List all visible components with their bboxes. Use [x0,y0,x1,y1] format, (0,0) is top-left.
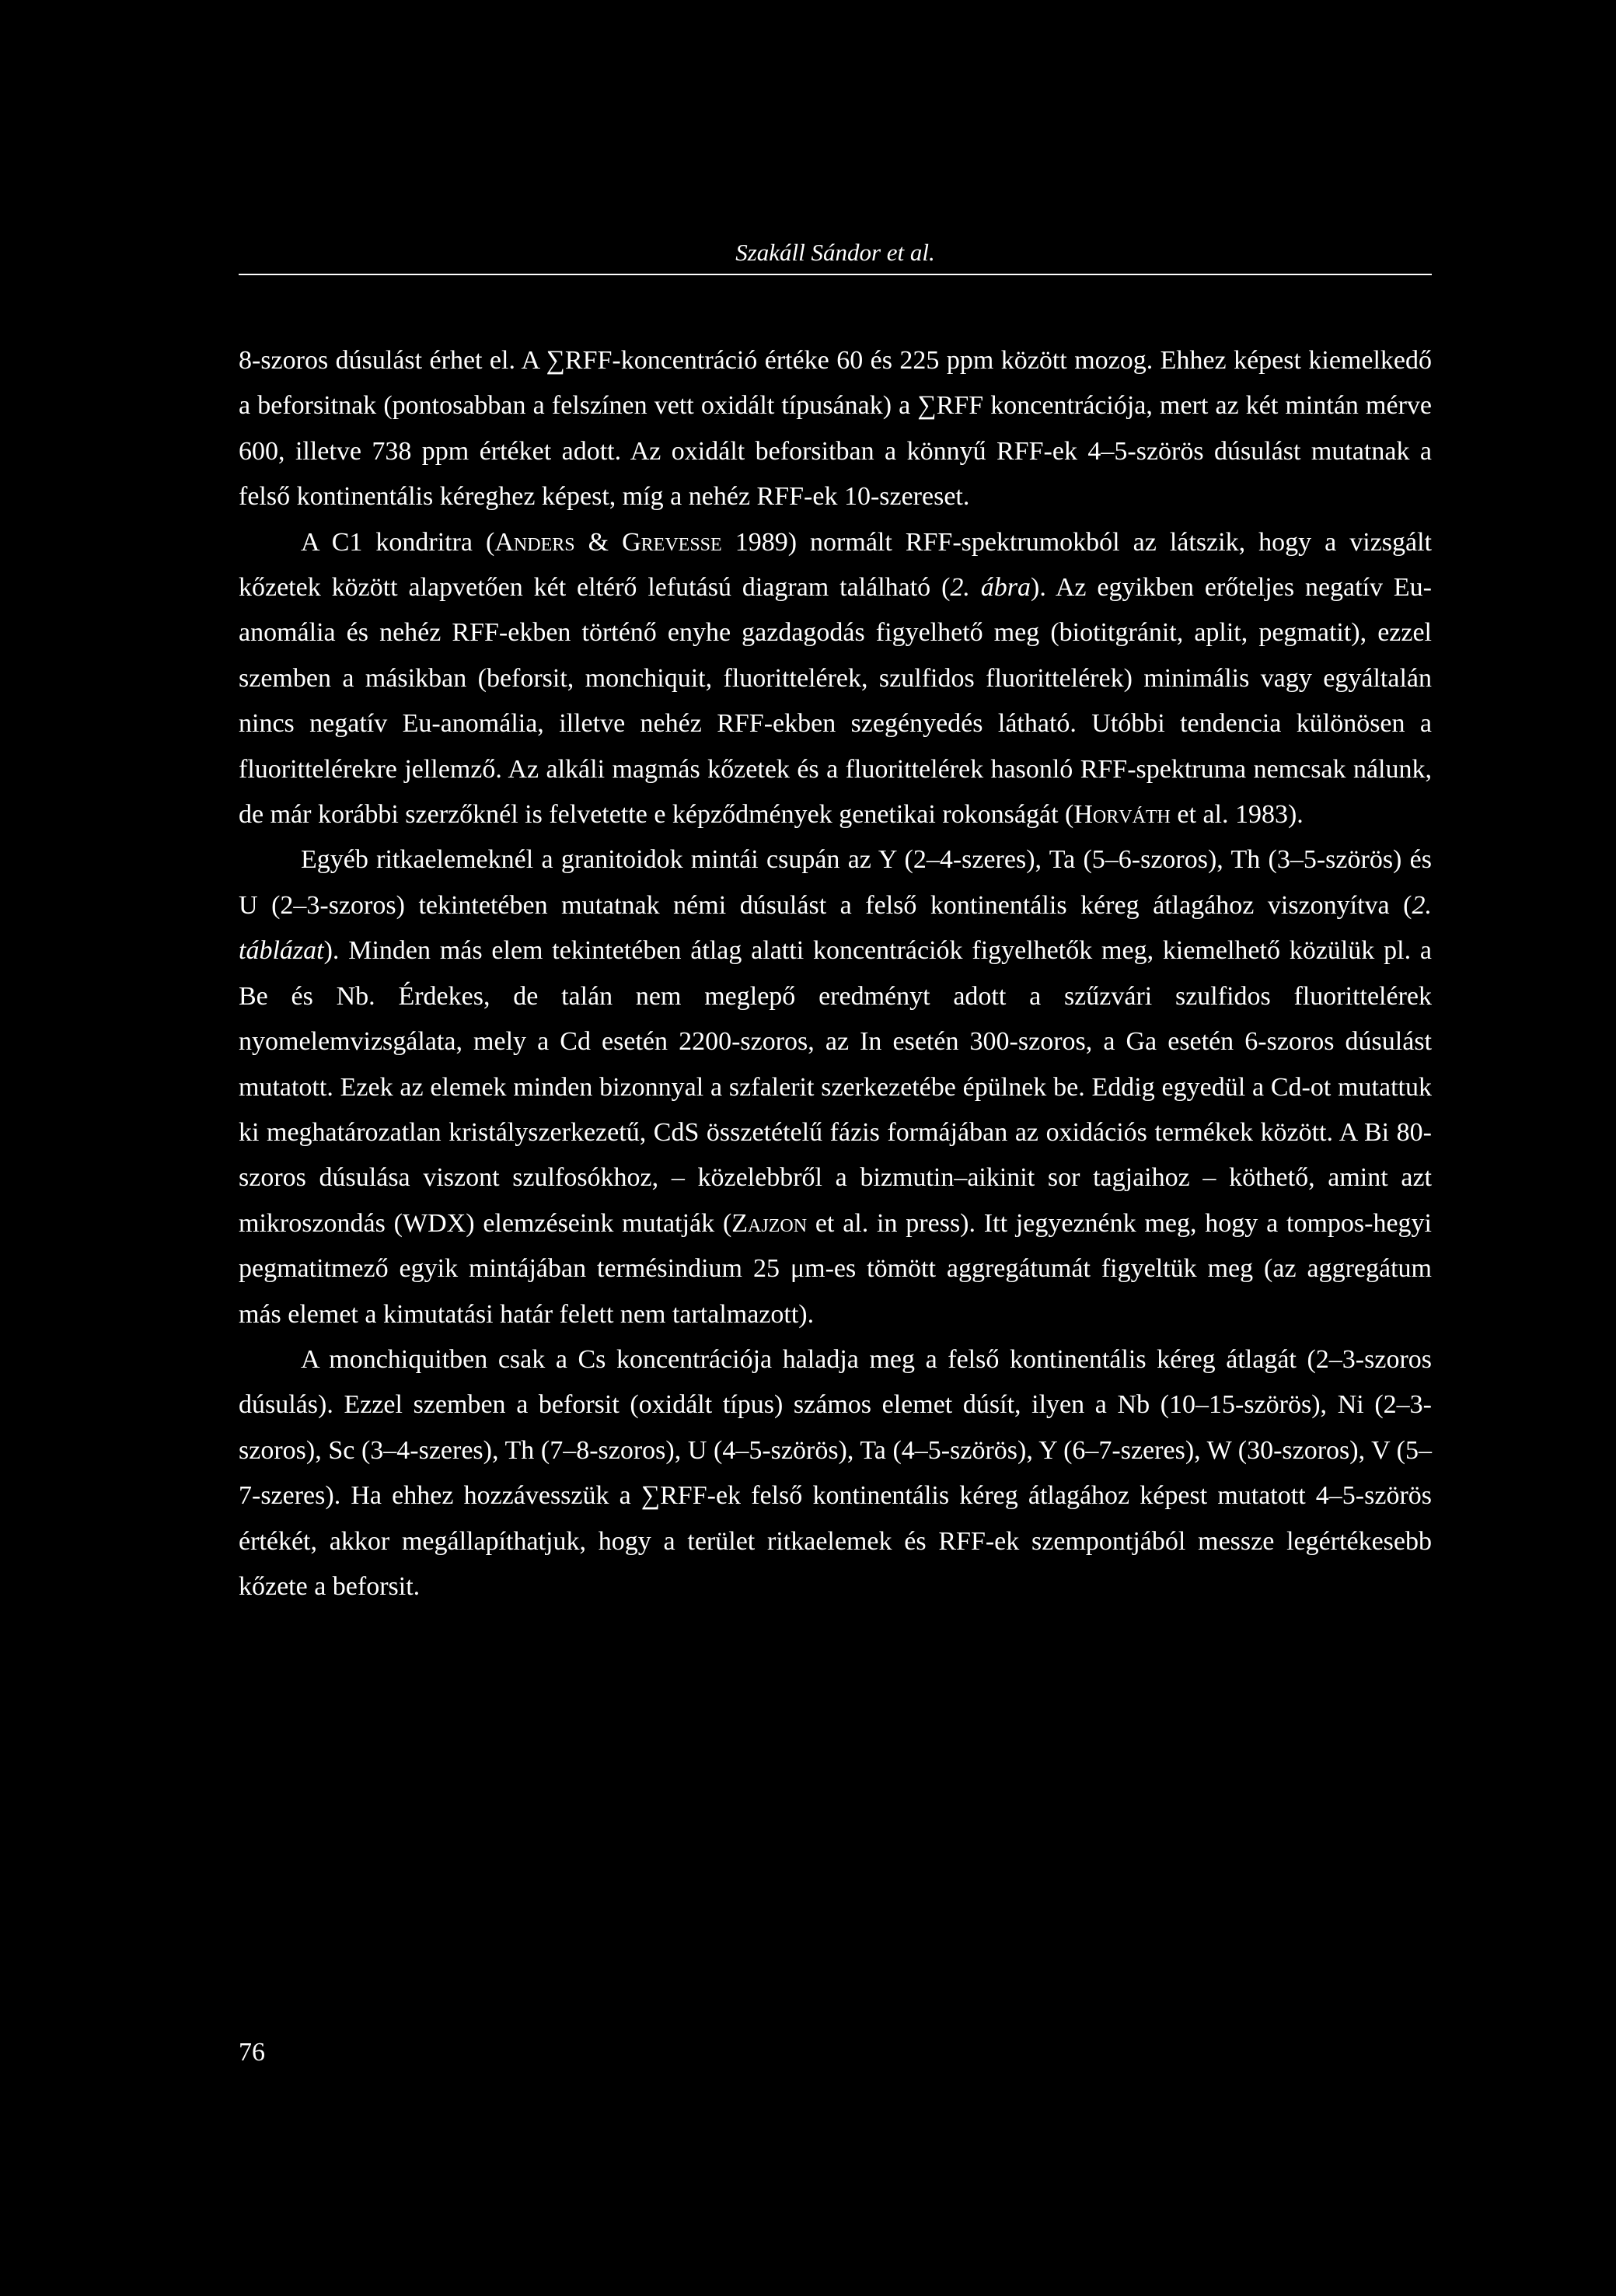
text-run: 1989) normált RFF-spektrumokból az látszik, hogy a vizsgált kőzetek között alapvetően két eltérő lefutású diagram található ( [239,527,1433,603]
text-run: et al. in press). Itt jegyeznénk meg, hogy a tompos-hegyi pegmatitmező egyik mintájában termésindium 25 μm-es tömött aggregátumát figyeltük meg (az aggregátum más elemet a kimutatási határ felett nem tartalmazott). [239,1208,1432,1329]
author-citation: Horváth [1073,800,1171,830]
author-citation: Grevesse [622,527,722,557]
author-citation: Zajzon [731,1208,808,1238]
text-run: ). Minden más elem tekintetében átlag alatti koncentrációk figyelhetők meg, kiemelhető közülük pl. a Be és Nb. Érdekes, de talán nem meglepő eredményt adott a szűzvári szulfidos fluorittelérek nyomelemvizsgálata, mely a Cd esetén 2200-szoros, az In esetén 300-szoros, a Ga esetén 6-szoros dúsulást mutatott. Ezek az elemek minden bizonnyal a szfalerit szerkezetébe épülnek be. Eddig egyedül a Cd-ot mutattuk ki meghatározatlan kristályszerkezetű, CdS összetételű fázis formájában az oxidációs termékek között. A Bi 80-szoros dúsulása viszont szulfosókhoz, – közelebbről a bizmutin–aikinit sor tagjaihoz – köthető, amint azt mikroszondás (WDX) elemzéseink mutatják ( [239,936,1432,1238]
text-run: & [574,527,623,557]
text-run: et al. 1983). [1170,800,1304,830]
paragraph [239,338,1432,520]
text-run: Egyéb ritkaelemeknél a granitoidok mintái csupán az Y (2–4-szeres), Ta (5–6-szoros), Th (3–5-szörös) és U (2–3-szoros) tekintetében mutatnak némi dúsulást a felső kontinentális kéreg átlagához viszonyítva ( [239,845,1432,920]
text-run: A monchiquitben csak a Cs koncentrációja haladja meg a felső kontinentális kéreg átlagát (2–3-szoros dúsulás). Ezzel szemben a beforsit (oxidált típus) számos elemet dúsít, ilyen a Nb (10–15-szörös), Ni (2–3-szoros), Sc (3–4-szeres), Th (7–8-szoros), U (4–5-szörös), Ta (4–5-szörös), Y (6–7-szeres), W (30-szoros), V (5–7-szeres). Ha ehhez hozzávesszük a ∑RFF-ek felső kontinentális kéreg átlagához képest mutatott 4–5-szörös értékét, akkor megállapíthatjuk, hogy a terület ritkaelemek és RFF-ek szempontjából messze legértékesebb kőzete a beforsit. [239,1344,1432,1601]
page-number: 76 [239,2038,265,2067]
author-citation: Anders [494,527,575,557]
text-run: A C1 kondritra ( [301,527,495,557]
figure-reference: 2. táblázat [239,890,1432,966]
text-run: ). Az egyikben erőteljes negatív Eu-anomália és nehéz RFF-ekben történő enyhe gazdagodás figyelhető meg (biotitgránit, aplit, pegmatit), ezzel szemben a másikban (beforsit, monchiquit, fluorittelérek, szulfidos fluorittelérek) minimális vagy egyáltalán nincs negatív Eu-anomália, illetve nehéz RFF-ekben szegényedés látható. Utóbbi tendencia különösen a fluorittelérekre jellemző. Az alkáli magmás kőzetek és a fluorittelérek hasonló RFF-spektruma nemcsak nálunk, de már korábbi szerzőknél is felvetette e képződmények genetikai rokonságát ( [239,573,1432,830]
header-rule [239,274,1432,275]
body-text [239,338,1432,1609]
figure-reference: 2. ábra [950,573,1031,603]
paragraph [239,1337,1432,1609]
running-head: Szakáll Sándor et al. [735,239,935,266]
paragraph [239,837,1432,1337]
text-run: 8-szoros dúsulást érhet el. A ∑RFF-koncentráció értéke 60 és 225 ppm között mozog. Ehhez képest kiemelkedő a beforsitnak (pontosabban a felszínen vett oxidált típusának) a ∑RFF koncentrációja, mert az két mintán mérve 600, illetve 738 ppm értéket adott. Az oxidált beforsitban a könnyű RFF-ek 4–5-szörös dúsulást mutatnak a felső kontinentális kéreghez képest, míg a nehéz RFF-ek 10-szereset. [239,346,1432,512]
paragraph [239,520,1432,838]
